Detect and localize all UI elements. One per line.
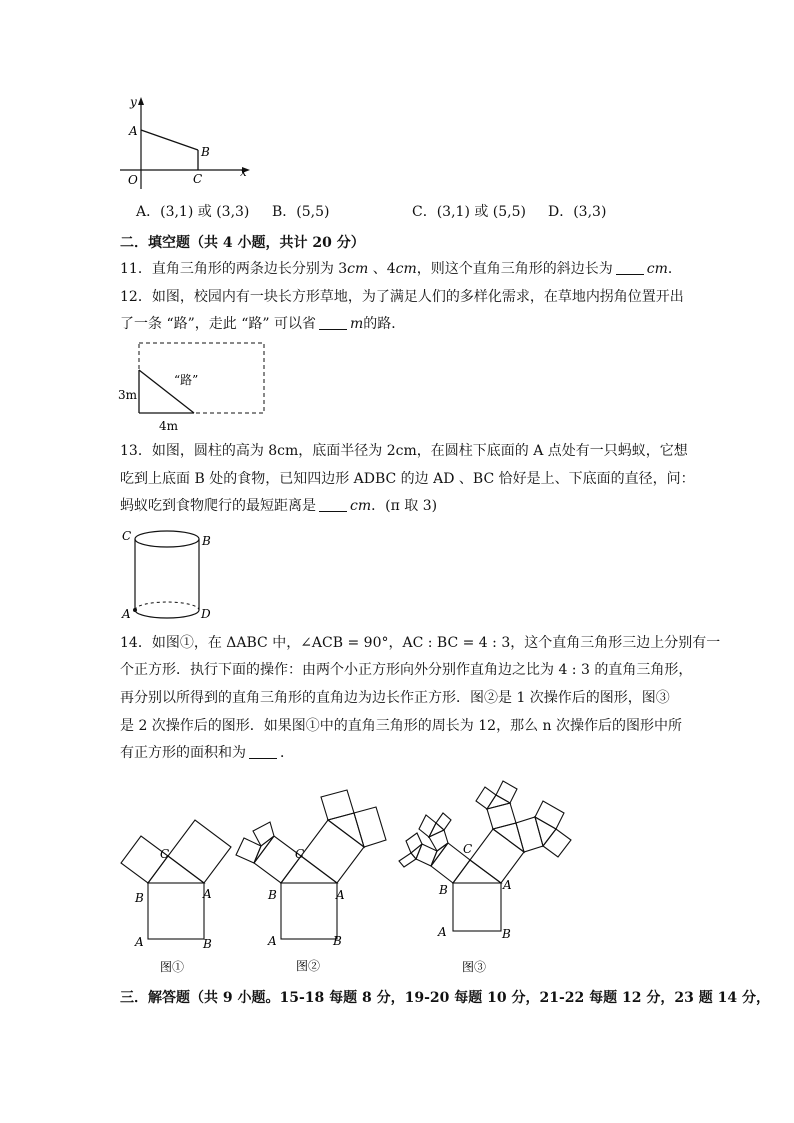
q10-option-d: D．(3,3)	[548, 204, 607, 220]
q10-label-o: O	[128, 173, 138, 187]
q12-line1: 12．如图，校园内有一块长方形草地，为了满足人们的多样化需求，在草地内拐角位置开出	[120, 289, 684, 305]
q14-line5	[120, 743, 294, 763]
q10-label-b: B	[201, 145, 210, 159]
q13-label-c: C	[122, 529, 132, 543]
q11-text	[120, 259, 682, 279]
q13-unit: cm	[350, 498, 372, 514]
q13-line1: 13．如图，圆柱的高为 8cm，底面半径为 2cm，在圆柱下底面的 A 点处有一只蚂蚁，它想	[120, 443, 688, 459]
q11-answer-blank[interactable]	[616, 260, 644, 275]
q14-fig1-label-b-top: B	[135, 891, 144, 905]
q12-line2b: 的路．	[363, 316, 406, 332]
q13-line2: 吃到上底面 B 处的食物，已知四边形 ADBC 的边 AD 、BC 恰好是上、下底面的直径，问：	[120, 471, 695, 487]
q14-fig2-label-c: C	[295, 847, 305, 861]
q11-cm1: cm	[347, 261, 369, 277]
q11-end: ．	[667, 261, 682, 277]
q14-line3: 再分别以所得到的直角三角形的直角边为边长作正方形．图②是 1 次操作后的图形，图③	[120, 690, 670, 706]
q13-line3a: 蚂蚁吃到食物爬行的最短距离是	[120, 498, 316, 514]
section3-title: 三．解答题（共 9 小题。15-18 每题 8 分，19-20 每题 10 分，21-22 每题 12 分，23 题 14 分，	[120, 990, 770, 1006]
q10-option-c: C．(3,1) 或 (5,5)	[412, 204, 526, 220]
q14-fig2-label-b-bottom: B	[333, 934, 342, 948]
q14-line1: 14．如图①，在 ΔABC 中，∠ACB = 90°，AC : BC = 4 : 3，这个直角三角形三边上分别有一	[120, 635, 721, 651]
q14-fig3-label-a-bottom: A	[438, 925, 447, 939]
q11-part3: ，则这个直角三角形的斜边长为	[416, 261, 613, 277]
q13-line3b: ．(π 取 3)	[371, 498, 438, 514]
q12-road-label: “路”	[174, 373, 199, 387]
q12-figure	[114, 338, 274, 434]
q14-line5b: ．	[280, 745, 294, 761]
q12-bottom-label: 4m	[159, 419, 179, 433]
q13-line3	[120, 496, 437, 516]
q10-y-label: y	[130, 95, 137, 109]
q12-line2	[120, 314, 405, 334]
q11-unit: cm	[646, 261, 668, 277]
q14-fig3-shape	[399, 781, 571, 931]
q14-fig2-label-a-top: A	[336, 888, 345, 902]
q11-cm2: cm	[395, 261, 417, 277]
q14-line4: 是 2 次操作后的图形．如果图①中的直角三角形的周长为 12，那么 n 次操作后的图形中所	[120, 718, 682, 734]
q10-x-label: x	[240, 165, 247, 179]
q14-fig3-label-c: C	[463, 842, 473, 856]
q12-line2a: 了一条 “路”，走此 “路” 可以省	[120, 316, 316, 332]
q13-label-b: B	[202, 534, 211, 548]
q14-fig2-caption: 图②	[296, 959, 321, 973]
q14-figures	[110, 765, 610, 980]
q14-fig3-label-b-top: B	[439, 883, 448, 897]
q13-cylinder	[118, 526, 218, 622]
q14-fig1-caption: 图①	[160, 960, 185, 974]
q10-label-a: A	[129, 124, 138, 138]
q14-line2: 个正方形．执行下面的操作：由两个小正方形向外分别作直角边之比为 4 : 3 的直角三角形，	[120, 662, 693, 678]
q14-fig1-label-a-bottom: A	[135, 935, 144, 949]
q12-answer-blank[interactable]	[319, 315, 347, 330]
q10-label-c: C	[193, 172, 203, 186]
q14-fig1-shape	[121, 820, 231, 939]
q12-side-label: 3m	[118, 388, 138, 402]
q10-graph	[112, 92, 257, 192]
q14-fig2-label-b-top: B	[268, 888, 277, 902]
q14-answer-blank[interactable]	[249, 744, 277, 759]
q10-option-b: B．(5,5)	[272, 204, 330, 220]
q14-line5a: 有正方形的面积和为	[120, 745, 246, 761]
section2-title: 二．填空题（共 4 小题，共计 20 分）	[120, 235, 365, 251]
q14-fig2-shape	[236, 790, 386, 939]
q13-label-a: A	[122, 607, 131, 621]
q12-unit: m	[349, 316, 364, 332]
q14-fig3-label-b-bottom: B	[502, 927, 511, 941]
q13-label-d: D	[201, 607, 211, 621]
q14-fig3-label-a-top: A	[503, 878, 512, 892]
q14-fig3-caption: 图③	[462, 960, 487, 974]
q11-part2: 、4	[368, 261, 396, 277]
q14-fig2-label-a-bottom: A	[268, 934, 277, 948]
q14-fig1-label-b-bottom: B	[203, 937, 212, 951]
q14-fig1-label-a-top: A	[203, 887, 212, 901]
q13-answer-blank[interactable]	[319, 497, 347, 512]
q11-part1: 11．直角三角形的两条边长分别为 3	[120, 261, 348, 277]
q14-fig1-label-c: C	[160, 847, 170, 861]
q10-option-a: A．(3,1) 或 (3,3)	[136, 204, 250, 220]
